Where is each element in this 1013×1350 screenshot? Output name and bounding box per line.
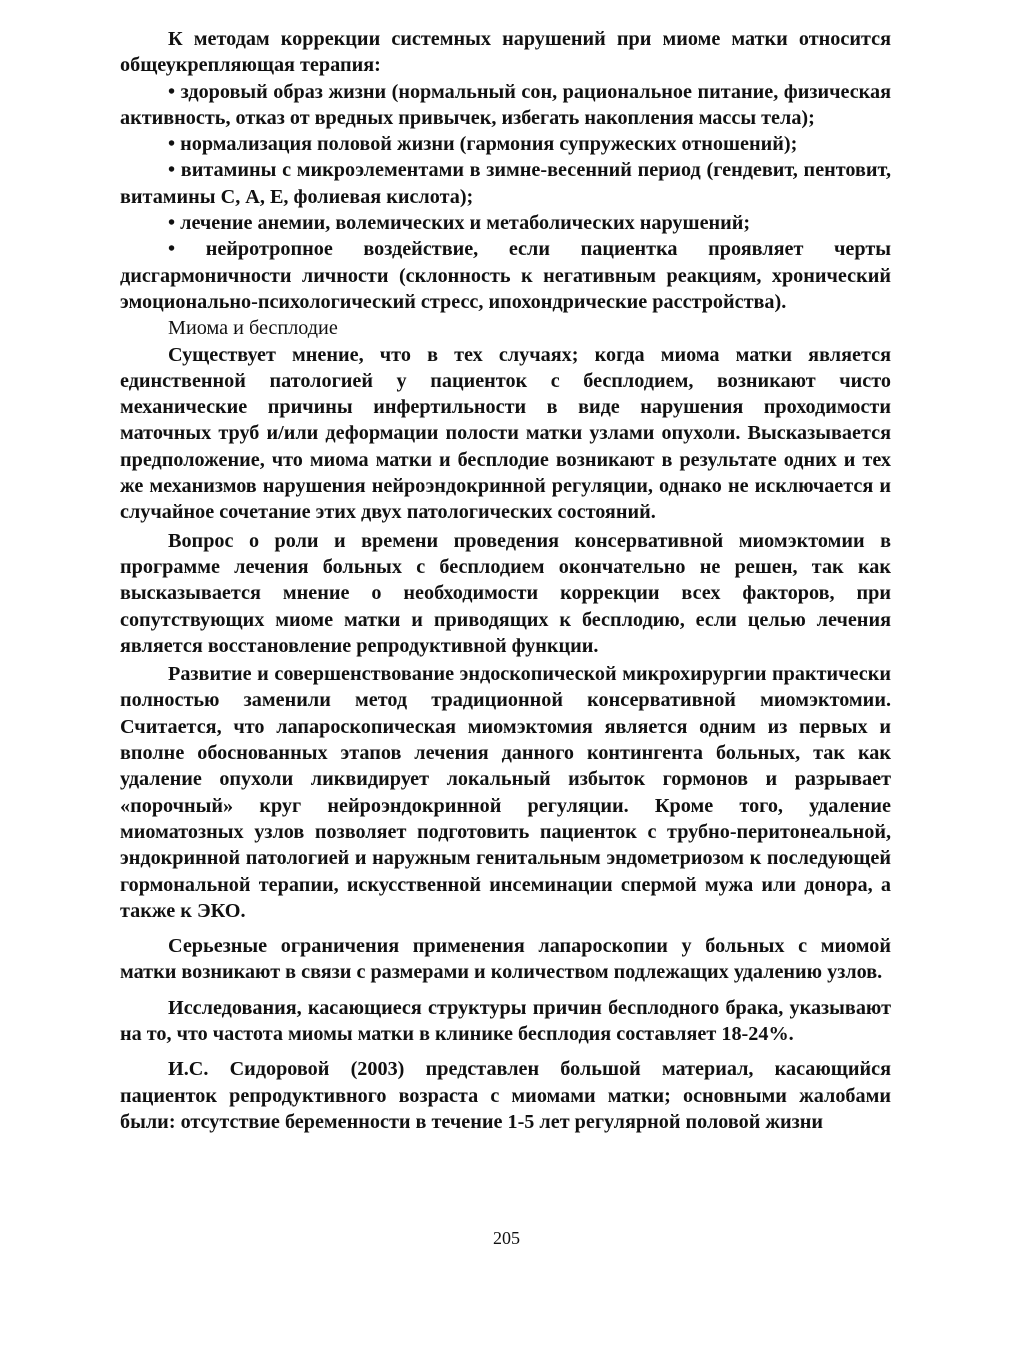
- bullet-item: [120, 79, 891, 132]
- bullet-item: [120, 236, 891, 315]
- paragraph-infertility-mechanics: Существует мнение, что в тех случаях; когда миома матки является единственной патологией у пациенток с бесплодием, возникают чисто механические причины инфертильности в виде нарушения проходимости маточных труб и/или деформации полости матки узлами опухоли. Высказывается предположение, что миома матки и бесплодие возникают в результате одних и тех же механизмов нарушения нейроэндокринной регуляции, однако не исключается и случайное сочетание этих двух патологических состояний.: [120, 343, 891, 524]
- bullet-marker: •: [168, 80, 176, 103]
- bullet-item: [120, 210, 891, 236]
- paragraph-myomectomy-question: Вопрос о роли и времени проведения консервативной миомэктомии в программе лечения больных с бесплодием окончательно не решен, так как высказывается мнение о необходимости коррекции всех факторов, при сопутствующих миоме матки и приводящих к бесплодию, если целью лечения является восстановление репродуктивной функции.: [120, 529, 891, 657]
- bullet-item: [120, 157, 891, 210]
- bullet-text: нормализация половой жизни (гармония супружеских отношений);: [180, 133, 798, 156]
- bullet-text: здоровый образ жизни (нормальный сон, рациональное питание, физическая активность, отказ от вредных привычек, избегать накопления массы тела);: [120, 80, 891, 129]
- bullet-marker: •: [168, 133, 176, 156]
- paragraph-infertility-frequency: Исследования, касающиеся структуры причин бесплодного брака, указывают на то, что частота миомы матки в клинике бесплодия составляет 18-24%.: [120, 996, 891, 1045]
- paragraph-sidorova-study: И.С. Сидоровой (2003) представлен большой материал, касающийся пациенток репродуктивного возраста с миомами матки; основными жалобами были: отсутствие беременности в течение 1-5 лет регулярной половой жизни: [120, 1058, 891, 1133]
- bullet-marker: •: [168, 212, 176, 235]
- paragraph-laparoscopy-limits: Серьезные ограничения применения лапароскопии у больных с миомой матки возникают в связи с размерами и количеством подлежащих удалению узлов.: [120, 935, 891, 984]
- paragraph-endoscopic-surgery: Развитие и совершенствование эндоскопической микрохирургии практически полностью заменили метод традиционной консервативной миомэктомии. Считается, что лапароскопическая миомэктомия является одним из первых и вполне обоснованных этапов лечения данного контингента больных, так как удаление опухоли ликвидирует локальный избыток гормонов и разрывает «порочный» круг нейроэндокринной регуляции. Кроме того, удаление миоматозных узлов позволяет подготовить пациенток с трубно-перитонеальной, эндокринной патологией и наружным генитальным эндометриозом к последующей гормональной терапии, искусственной инсеминации спермой мужа или донора, а также к ЭКО.: [120, 663, 891, 922]
- bullet-text: витамины с микроэлементами в зимне-весенний период (гендевит, пентовит, витамины С, А, Е, фолиевая кислота);: [120, 159, 891, 208]
- bullet-item: [120, 131, 891, 157]
- paragraph-intro: К методам коррекции системных нарушений при миоме матки относится общеукрепляющая терапия:: [120, 28, 891, 77]
- section-heading: Миома и бесплодие: [168, 317, 338, 340]
- bullet-text: нейротропное воздействие, если пациентка проявляет черты дисгармоничности личности (склонность к негативным реакциям, хронический эмоционально-психологический стресс, ипохондрические расстройства).: [120, 238, 891, 313]
- page-number: 205: [493, 1228, 520, 1248]
- bullet-marker: •: [168, 238, 176, 261]
- bullet-marker: •: [168, 159, 176, 182]
- bullet-text: лечение анемии, волемических и метаболических нарушений;: [180, 212, 751, 235]
